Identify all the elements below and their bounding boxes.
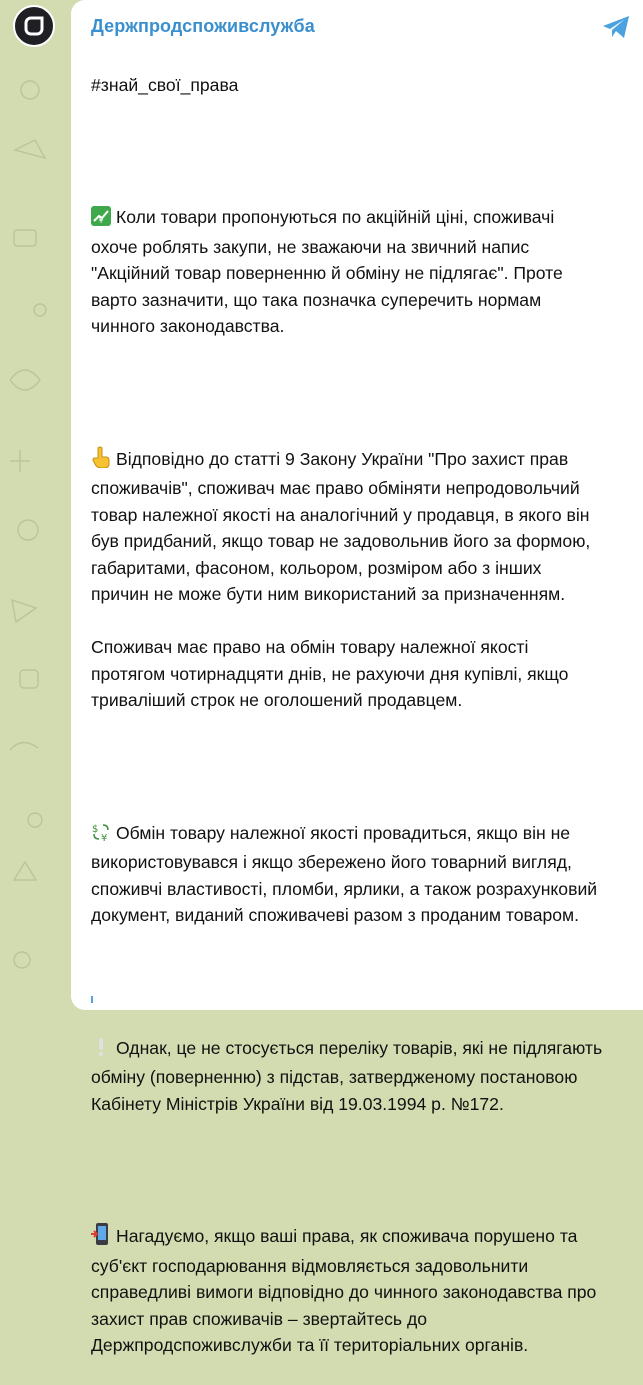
paragraph-exception [91,1035,603,1118]
share-button[interactable] [599,12,633,42]
currency-exchange-emoji-icon [91,822,111,850]
paragraph-exchange [91,820,603,929]
paragraph-promo [91,204,603,340]
paragraph-reminder [91,1223,603,1359]
paragraph-exception-text: Однак, це не стосується переліку товарів, які не підлягають обміну (поверненню) з підстав, затвердженому постановою Кабінету Міністрів України від 19.03.1994 р. №172. [91,1037,603,1114]
chart-emoji-icon [91,206,111,234]
paragraph-law [91,446,603,608]
paragraph-reminder-text: Нагадуємо, якщо ваші права, як споживача порушено та суб'єкт господарювання відмовляється задовольнити справедливі вимоги відповідно до чинного законодавства про захист прав споживачів – звертайтесь до Держпродспоживслужби та її територіальних органів. [91,1226,597,1355]
telegram-share-icon [601,14,631,40]
channel-name[interactable]: Держпродспоживслужба [91,16,315,36]
paragraph-law-continuation: Споживач має право на обмін товару належної якості протягом чотирнадцяти днів, не рахуючи дня купівлі, якщо триваліший строк не оголошений продавцем. [91,637,569,710]
cursor-mark [91,996,93,1003]
d-logo-icon [22,14,46,38]
svg-text:¥: ¥ [101,832,108,842]
pointing-up-emoji-icon [91,446,111,476]
paragraph-promo-text: Коли товари пропонуються по акційній ціні, споживачі охоче роблять закупи, не зважаючи на звичний напис "Акційний товар поверненню й обміну не підлягає". Проте варто зазначити, що така позначка суперечить нормам чинного законодавства. [91,207,563,336]
hashtag-link[interactable]: #знай_свої_права [91,74,239,95]
channel-avatar[interactable] [13,5,55,47]
paragraph-law-text: Відповідно до статті 9 Закону України "Про захист прав споживачів", споживач має право обміняти непродовольчий товар належної якості на аналогічний у продавця, в якого він був придбаний, якщо товар не задовольнив його за формою, габаритами, фасоном, кольором, розміром або з інших причин не може бути ним використаний за призначенням. [91,448,591,604]
message-bubble [71,0,643,1355]
svg-text:¥: ¥ [98,216,104,225]
paragraph-exchange-text: Обмін товару належної якості провадиться, якщо він не використовувався і якщо збережено його товарний вигляд, споживчі властивості, пломби, ярлики, а також розрахунковий документ, виданий споживачеві разом з проданим товаром. [91,822,598,925]
mobile-phone-emoji-icon [91,1223,111,1253]
svg-text:$: $ [92,823,99,835]
exclamation-emoji-icon [91,1037,111,1065]
message-text [91,45,603,1385]
